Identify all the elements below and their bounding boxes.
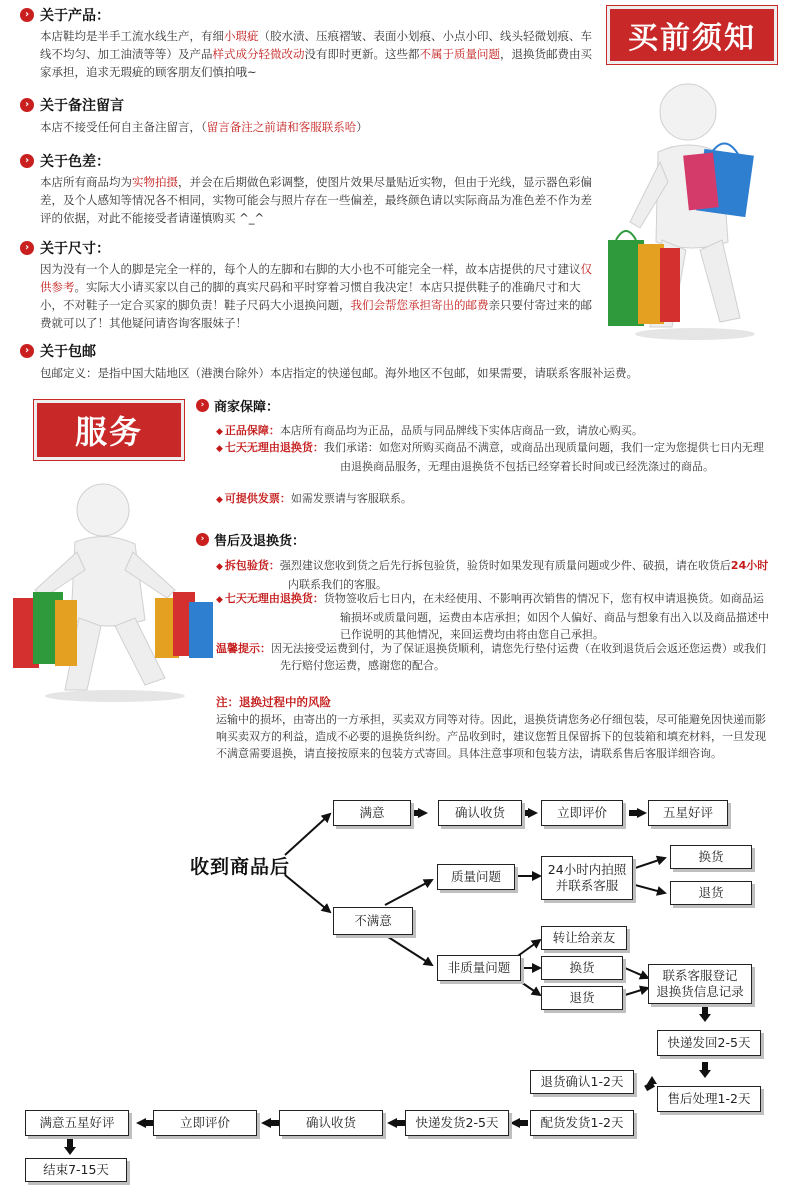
flow-review: 立即评价 xyxy=(541,800,623,826)
chevron-right-icon: › xyxy=(20,344,34,358)
section-size-text: 因为没有一个人的脚是完全一样的，每个人的左脚和右脚的大小也不可能完全一样，故本店提供的尺寸建议仅供参考。实际大小请买家以自己的脚的真实尺码和平时穿着习惯自我决定！本店只提供鞋子的准确尺寸和大小，不对鞋子一定合买家的脚负责！鞋子尺码大小退换问题，我们会帮您承担寄出的邮费亲只要付寄过来的邮费就可以了！其他疑问请咨询客服妹子！ xyxy=(40,262,592,330)
section-color-text: 本店所有商品均为实物拍摄，并会在后期做色彩调整，使图片效果尽量贴近实物，但由于光线，显示器色彩偏差，及个人感知等情况各不相同，实物可能会与照片存在一些偏差，最终颜色请以实际商品为准色差不作为差评的依据，对此不能接受者请谨慎购买 ^_^ xyxy=(40,175,592,225)
after-sales-title: › 售后及退换货： xyxy=(196,530,305,549)
chevron-right-icon: › xyxy=(196,533,209,546)
section-shipping-title: › 关于包邮 xyxy=(20,341,96,361)
unpack-inspection: ◆ 拆包验货：强烈建议您收到货之后先行拆包验货，验货时如果发现有质量问题或少件、破损，请在收货后24小时内联系我们的客服。 xyxy=(216,559,769,591)
flow-refund: 退货 xyxy=(670,881,752,905)
section-shipping-text: 包邮定义：是指中国大陆地区（港澳台除外）本店指定的快递包邮。海外地区不包邮，如果需要，请联系客服补运费。 xyxy=(40,366,638,380)
service-banner: 服务 xyxy=(34,400,184,460)
notice-banner: 买前须知 xyxy=(607,6,777,64)
flow-ship: 快递发货2-5天 xyxy=(405,1110,509,1136)
flow-ship-back: 快递发回2-5天 xyxy=(657,1030,761,1056)
genuine-guarantee: ◆ 正品保障：本店所有商品均为正品，品质与同品牌线下实体店商品一致，请放心购买。 xyxy=(216,424,643,437)
flow-quality: 质量问题 xyxy=(437,864,515,890)
flow-unsatisfied: 不满意 xyxy=(333,907,413,935)
chevron-right-icon: › xyxy=(20,8,34,22)
merchant-guarantee-title: › 商家保障： xyxy=(196,396,279,415)
flow-refund-2: 退货 xyxy=(541,986,623,1010)
flow-satisfied: 满意 xyxy=(333,800,411,826)
flow-contact-cs: 联系客服登记 退换货信息记录 xyxy=(648,964,752,1004)
section-product-text: 本店鞋均是半手工流水线生产，有细小瑕疵（胶水渍、压痕褶皱、表面小划痕、小点小印、线头轻微划痕、车线不均匀、加工油渍等等）及产品样式成分轻微改动没有即时更新。这些都不属于质量问题，退换货邮费由买家承担，追求无瑕疵的顾客朋友们慎拍哦~ xyxy=(40,29,592,79)
seven-day-return-after: ◆ 七天无理由退换货：货物签收后七日内，在未经使用、不影响再次销售的情况下，您有权申请退换货。如商品运输损坏或质量问题，运费由本店承担；如因个人偏好、商品与想象有出入以及商品描述中已作说明的其他情况，来回运费均由将由您自己承担。 xyxy=(216,592,769,641)
section-product-title: › 关于产品： xyxy=(20,5,110,25)
flow-five-star-2: 满意五星好评 xyxy=(25,1110,129,1136)
flow-refund-confirm: 退货确认1-2天 xyxy=(530,1070,634,1094)
section-color-title: › 关于色差： xyxy=(20,151,110,171)
flow-title: 收到商品后 xyxy=(190,856,291,878)
flow-non-quality: 非质量问题 xyxy=(437,955,521,981)
flow-photo: 24小时内拍照 并联系客服 xyxy=(541,856,633,900)
chevron-right-icon: › xyxy=(20,154,34,168)
chevron-right-icon: › xyxy=(196,399,209,412)
risk-text: 运输中的损坏，由寄出的一方承担，买卖双方同等对待。因此，退换货请您务必仔细包装，尽可能避免因快递而影响买卖双方的利益，造成不必要的退换货纠纷。产品收到时，建议您暂且保留拆下的包装箱和填充材料，一旦发现不满意需要退换，请直接按原来的包装方式寄回。具体注意事项和包装方法，请联系售后客服详细咨询。 xyxy=(216,713,766,760)
risk-title: 注：退换过程中的风险 xyxy=(216,695,331,709)
flow-confirm: 确认收货 xyxy=(438,800,522,826)
chevron-right-icon: › xyxy=(20,98,34,112)
flow-after-process: 售后处理1-2天 xyxy=(657,1086,761,1112)
flow-dispatch: 配货发货1-2天 xyxy=(530,1110,634,1136)
section-note-text: 本店不接受任何自主备注留言，（留言备注之前请和客服联系哈） xyxy=(40,120,368,134)
warm-tip: 温馨提示：因无法接受运费到付，为了保证退换货顺利，请您先行垫付运费（在收到退货后会返还您运费）或我们先行赔付您运费，感谢您的配合。 xyxy=(216,642,766,672)
section-size-title: › 关于尺寸： xyxy=(20,238,110,258)
flow-exchange: 换货 xyxy=(670,845,752,869)
flow-end: 结束7-15天 xyxy=(25,1158,127,1182)
section-note-title: › 关于备注留言 xyxy=(20,95,124,115)
flow-confirm-2: 确认收货 xyxy=(279,1110,383,1136)
flow-five-star: 五星好评 xyxy=(648,800,728,826)
flow-transfer: 转让给亲友 xyxy=(541,926,627,950)
seven-day-return: ◆ 七天无理由退换货：我们承诺：如您对所购买商品不满意，或商品出现质量问题，我们一定为您提供七日内无理由退换商品服务，无理由退换货不包括已经穿着长时间或已经洗涤过的商品。 xyxy=(216,441,764,473)
flow-review-2: 立即评价 xyxy=(153,1110,257,1136)
invoice-info: ◆ 可提供发票：如需发票请与客服联系。 xyxy=(216,492,412,505)
chevron-right-icon: › xyxy=(20,241,34,255)
flow-exchange-2: 换货 xyxy=(541,956,623,980)
